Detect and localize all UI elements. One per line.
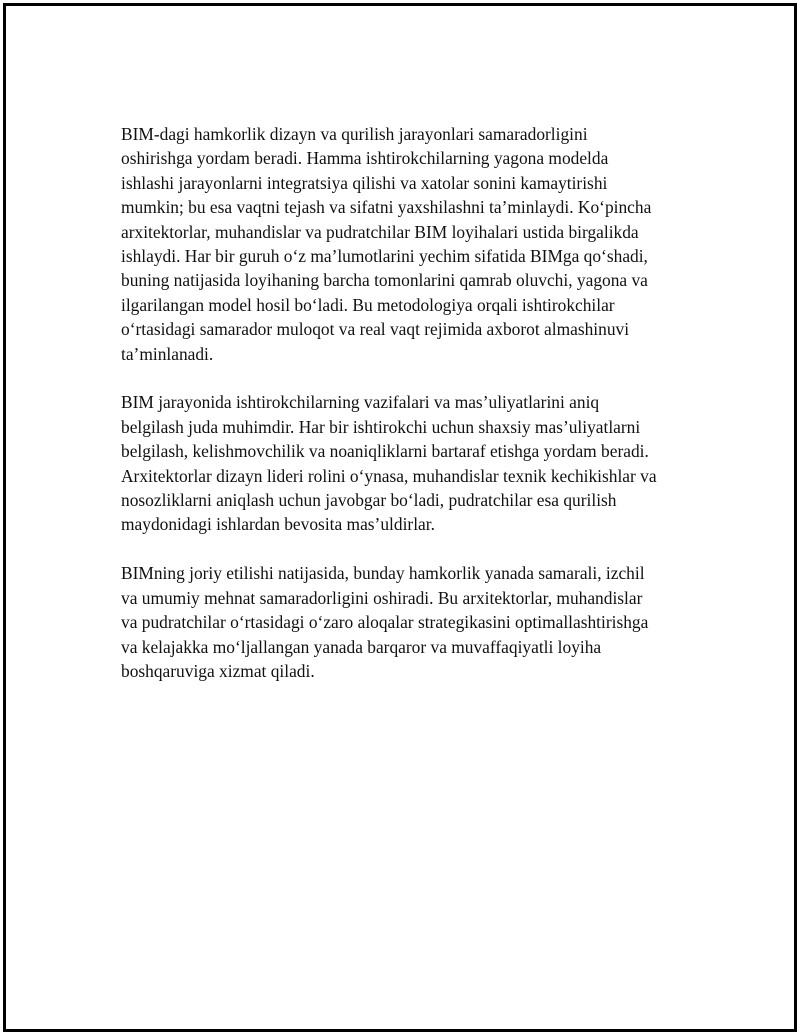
text-line: ilgarilangan model hosil bo‘ladi. Bu metodologiya orqali ishtirokchilar [121, 294, 615, 315]
text-line: boshqaruviga xizmat qiladi. [121, 660, 315, 681]
text-line: belgilash juda muhimdir. Har bir ishtirokchi uchun shaxsiy mas’uliyatlarni [121, 416, 641, 437]
text-line: buning natijasida loyihaning barcha tomonlarini qamrab oluvchi, yagona va [121, 270, 648, 291]
text-line: va pudratchilar o‘rtasidagi o‘zaro aloqalar strategikasini optimallashtirishga [121, 612, 649, 633]
text-line: BIM jarayonida ishtirokchilarning vazifalari va mas’uliyatlarini aniq [121, 392, 600, 413]
text-line: maydonidagi ishlardan bevosita mas’uldirlar. [121, 514, 435, 535]
document-body [121, 122, 701, 708]
text-line: BIM-dagi hamkorlik dizayn va qurilish jarayonlari samaradorligini [121, 124, 588, 144]
text-line: nosozliklarni aniqlash uchun javobgar bo‘ladi, pudratchilar esa qurilish [121, 490, 617, 511]
text-line: ishlaydi. Har bir guruh o‘z ma’lumotlarini yechim sifatida BIMga qo‘shadi, [121, 246, 648, 267]
paragraph-roles-responsibilities [121, 390, 701, 536]
text-line: belgilash, kelishmovchilik va noaniqliklarni bartaraf etishga yordam beradi. [121, 441, 649, 462]
text-line: BIMning joriy etilishi natijasida, bunday hamkorlik yanada samarali, izchil [121, 563, 645, 584]
text-line: o‘rtasidagi samarador muloqot va real vaqt rejimida axborot almashinuvi [121, 319, 630, 340]
text-line: va kelajakka mo‘ljallangan yanada barqaror va muvaffaqiyatli loyiha [121, 636, 602, 657]
text-line: Arxitektorlar dizayn lideri rolini o‘ynasa, muhandislar texnik kechikishlar va [121, 465, 657, 486]
text-line: oshirishga yordam beradi. Hamma ishtirokchilarning yagona modelda [121, 148, 609, 169]
text-line: va umumiy mehnat samaradorligini oshiradi. Bu arxitektorlar, muhandislar [121, 587, 643, 608]
paragraph-bim-collaboration [121, 122, 701, 366]
text-line: ta’minlanadi. [121, 343, 214, 364]
text-line: mumkin; bu esa vaqtni tejash va sifatni yaxshilashni ta’minlaydi. Ko‘pincha [121, 197, 652, 218]
text-line: arxitektorlar, muhandislar va pudratchilar BIM loyihalari ustida birgalikda [121, 221, 639, 242]
text-line: ishlashi jarayonlarni integratsiya qilishi va xatolar sonini kamaytirishi [121, 172, 608, 193]
page-frame [3, 3, 797, 1032]
paragraph-bim-implementation [121, 561, 701, 683]
